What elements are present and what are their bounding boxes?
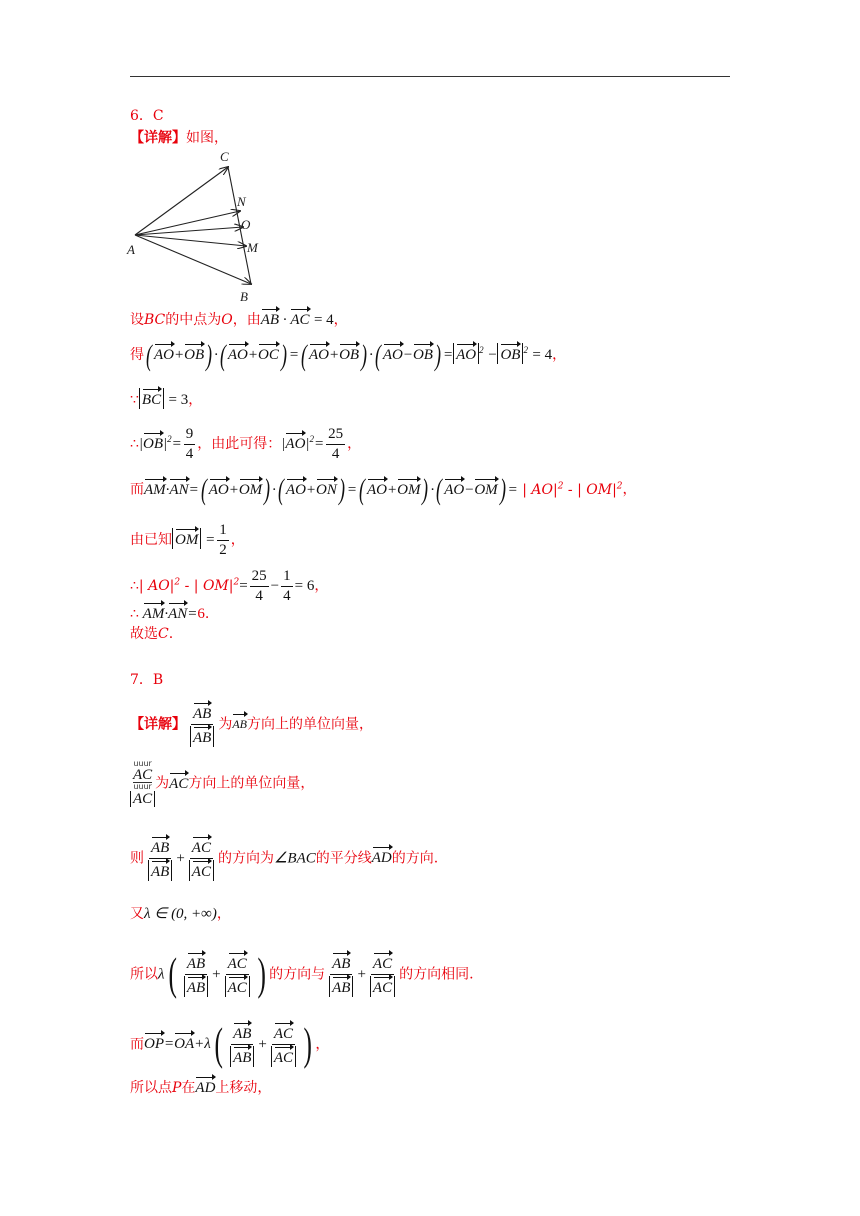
q7-line6: 而OP=OA+λ( $\frac{AB}{AB}$ + $\frac{AC}{AC}$ ) ， bbox=[130, 1018, 330, 1070]
vector-AB bbox=[135, 235, 251, 284]
q7-line7: 所以点P在AD上移动， bbox=[130, 1076, 271, 1098]
label-B: B bbox=[240, 289, 248, 304]
q6-line2: 得( AO+OB) ·( AO+OC) =( AO+OB) ·( AO−OB) = AO $^2$ − OB $^2$ = 4， bbox=[130, 338, 567, 372]
vector-AM bbox=[135, 235, 246, 246]
vector-figure bbox=[125, 148, 265, 308]
q6-line4: $\therefore|OB|^2=$ $\frac{9}{4}$ ，由此可得：$|AO|^2=$ $\frac{25}{4}$ ， bbox=[130, 426, 362, 462]
q6-line7: ∴| $AO|^2$ - | $OM|^2=$ $\frac{25}{4}$ − $\frac{1}{4}$ = 6， bbox=[130, 568, 329, 604]
q7-line1: 【详解】 $\frac{AB}{AB}$ 为AB方向上的单位向量， bbox=[130, 702, 373, 747]
label-A: A bbox=[127, 242, 135, 257]
label-N: N bbox=[237, 194, 246, 209]
q6-line8: ∴ AM·AN=6. bbox=[130, 602, 209, 624]
q7-line5: 所以λ( $\frac{AB}{AB}$ + $\frac{AC}{AC}$ ) 的方向与 $\frac{AB}{AB}$ + $\frac{AC}{AC}$ 的方向相同. bbox=[130, 948, 474, 1000]
q7-header: 7．B bbox=[130, 672, 164, 688]
label-M: M bbox=[247, 240, 258, 255]
q7-line3: 则 $\frac{AB}{AB}$ + $\frac{AC}{AC}$ 的方向为∠BAC的平分线AD的方向. bbox=[130, 836, 438, 881]
q6-line9: 故选C. bbox=[130, 626, 174, 642]
q6-detail-line: 【详解】如图， bbox=[130, 130, 228, 146]
header-rule bbox=[130, 76, 730, 77]
q7-line4: 又λ ∈ (0, +∞)， bbox=[130, 906, 231, 922]
q6-line3: ∵ BC = 3， bbox=[130, 388, 202, 410]
q6-line6: 由已知 OM = $\frac{1}{2}$ ， bbox=[130, 522, 245, 558]
detail-tag: 【详解】 bbox=[130, 130, 186, 146]
q6-header: 6．C bbox=[130, 108, 164, 124]
label-C: C bbox=[220, 149, 229, 164]
q7-line2: uuur AC uuur AC 为AC方向上的单位向量， bbox=[130, 760, 314, 807]
q6-line5: 而AM·AN=( AO+OM) ·( AO+ON) =( AO+OM) ·( AO−OM) = | $AO|^2$ - | $OM|^2$， bbox=[130, 473, 637, 507]
label-O: O bbox=[241, 217, 251, 232]
q6-line1: 设BC的中点为O，由AB · AC = 4， bbox=[130, 308, 348, 330]
